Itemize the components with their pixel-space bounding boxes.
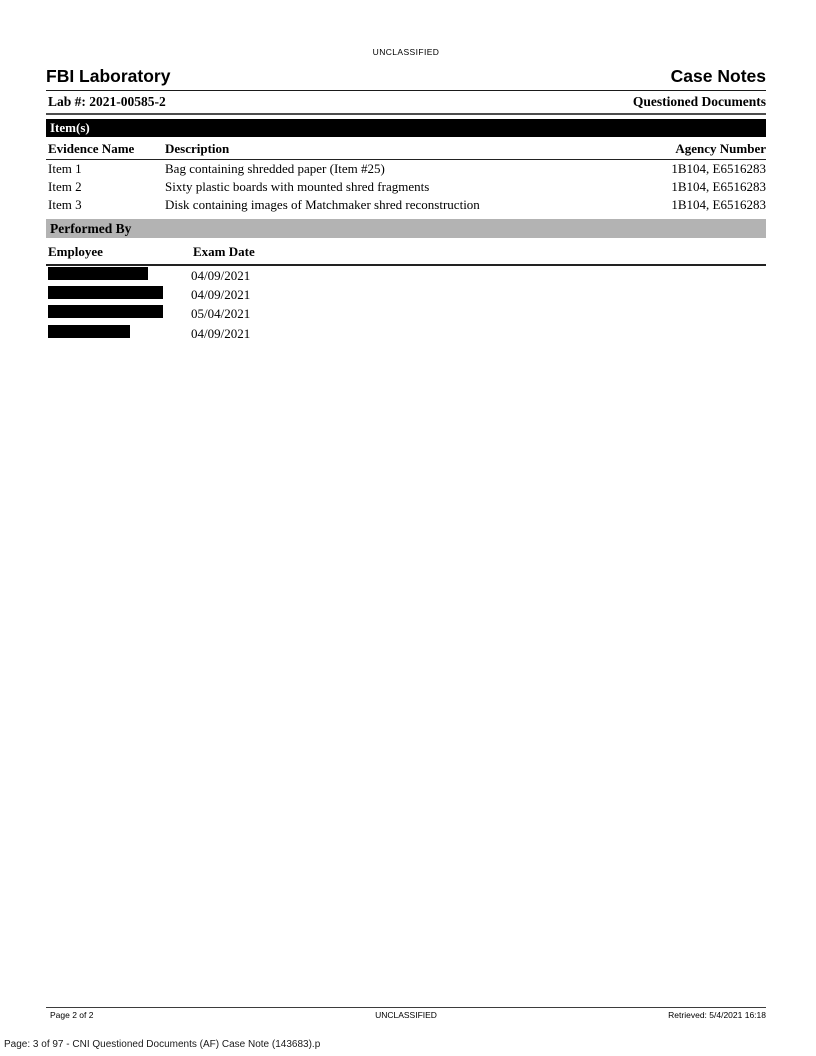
document-body (46, 0, 766, 343)
column-header-agency-number: Agency Number (675, 141, 766, 156)
footer-retrieved-timestamp: Retrieved: 5/4/2021 16:18 (668, 1010, 766, 1020)
viewer-page-indicator: Page: 3 of 97 - CNI Questioned Documents (AF) Case Note (143683).p (4, 1039, 321, 1050)
evidence-name: Item 3 (48, 197, 82, 212)
item-description: Bag containing shredded paper (Item #25) (165, 161, 385, 176)
classification-banner-top: UNCLASSIFIED (372, 47, 440, 57)
redaction-box (48, 286, 163, 299)
table-row (46, 285, 766, 304)
table-row (46, 160, 766, 178)
evidence-name: Item 2 (48, 179, 82, 194)
performed-by-table (46, 238, 766, 343)
item-description: Sixty plastic boards with mounted shred fragments (165, 179, 430, 194)
column-header-description: Description (165, 141, 230, 156)
doc-title: Case Notes (670, 66, 766, 86)
performed-by-section-bar: Performed By (46, 219, 766, 238)
table-row (46, 196, 766, 214)
redaction-box (48, 325, 130, 338)
table-row (46, 305, 766, 324)
exam-date: 04/09/2021 (191, 267, 251, 283)
items-table (46, 138, 766, 214)
footer-page-label: Page 2 of 2 (50, 1010, 94, 1020)
agency-number: 1B104, E6516283 (671, 179, 766, 194)
exam-date: 04/09/2021 (191, 325, 251, 341)
page-footer (46, 1007, 766, 1020)
org-title: FBI Laboratory (46, 66, 171, 86)
redaction-box (48, 267, 148, 280)
item-description: Disk containing images of Matchmaker shred reconstruction (165, 197, 480, 212)
lab-number: Lab #: 2021-00585-2 (48, 94, 166, 109)
column-header-exam-date: Exam Date (193, 244, 255, 259)
column-header-employee: Employee (48, 244, 103, 259)
table-row (46, 178, 766, 196)
document-header (46, 66, 766, 91)
double-rule-divider (46, 113, 766, 115)
table-row (46, 324, 766, 343)
agency-number: 1B104, E6516283 (671, 197, 766, 212)
performed-by-table-header (46, 238, 766, 266)
table-row (46, 266, 766, 285)
items-table-header (46, 138, 766, 160)
exam-date: 05/04/2021 (191, 306, 251, 322)
document-subheader (46, 91, 766, 113)
agency-number: 1B104, E6516283 (671, 161, 766, 176)
column-header-evidence-name: Evidence Name (48, 141, 135, 156)
exam-date: 04/09/2021 (191, 286, 251, 302)
redaction-box (48, 305, 163, 318)
unit-name: Questioned Documents (632, 94, 766, 109)
items-section-bar: Item(s) (46, 119, 766, 137)
evidence-name: Item 1 (48, 161, 82, 176)
classification-banner-bottom: UNCLASSIFIED (375, 1010, 437, 1020)
